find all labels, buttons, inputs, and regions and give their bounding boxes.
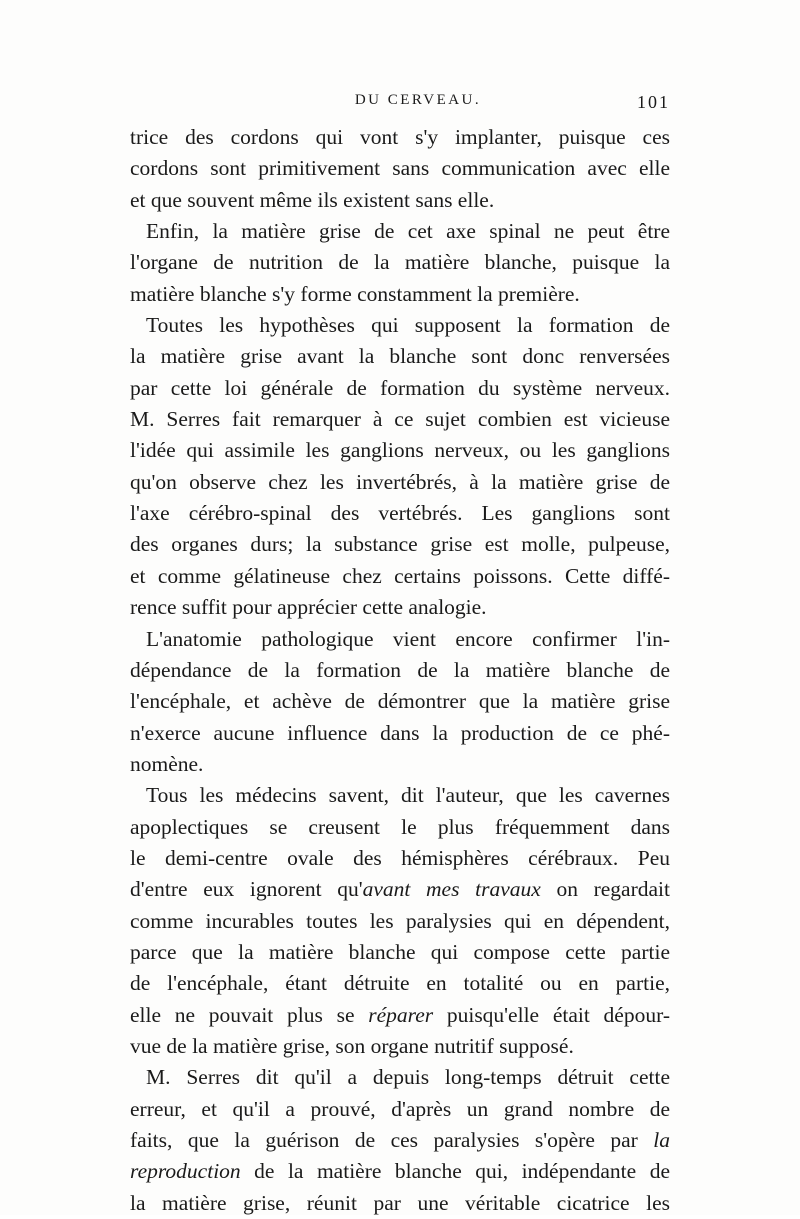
text-line: matière blanche s'y forme constamment la première. [130,281,580,306]
text-line: d'entre eux ignorent qu'avant mes travaux on regardait [130,877,670,902]
text-line: vue de la matière grise, son organe nutritif supposé. [130,1033,574,1058]
text-line: erreur, et qu'il a prouvé, d'après un grand nombre de [130,1096,670,1121]
text-line: qu'on observe chez les invertébrés, à la matière grise de [130,469,670,494]
text-line: elle ne pouvait plus se réparer puisqu'elle était dépour- [130,1002,670,1027]
text-line: et comme gélatineuse chez certains poissons. Cette diffé- [130,563,670,588]
text-line: Enfin, la matière grise de cet axe spinal ne peut être [146,219,670,244]
text-line: l'axe cérébro-spinal des vertébrés. Les ganglions sont [130,501,670,526]
text-line: et que souvent même ils existent sans elle. [130,187,495,212]
text-line: reproduction de la matière blanche qui, indépendante de [130,1159,670,1184]
text-line: cordons sont primitivement sans communication avec elle [130,156,670,181]
page-number: 101 [637,92,670,112]
text-line: M. Serres dit qu'il a depuis long-temps détruit cette [146,1065,670,1090]
text-line: de l'encéphale, étant détruite en totalité ou en partie, [130,971,670,996]
text-line: rence suffit pour apprécier cette analogie. [130,595,487,620]
text-line: le demi-centre ovale des hémisphères cérébraux. Peu [130,845,670,870]
text-line: la matière grise, réunit par une véritable cicatrice les [130,1190,670,1215]
text-line: n'exerce aucune influence dans la production de ce phé- [130,720,670,745]
text-line: la matière grise avant la blanche sont donc renversées [130,344,670,369]
text-line: l'encéphale, et achève de démontrer que la matière grise [130,689,670,714]
text-line: L'anatomie pathologique vient encore confirmer l'in- [146,626,670,651]
text-line: par cette loi générale de formation du système nerveux. [130,375,670,400]
text-line: dépendance de la formation de la matière blanche de [130,657,670,682]
body-text [130,122,670,1219]
text-line: M. Serres fait remarquer à ce sujet combien est vicieuse [130,407,670,432]
text-line: l'idée qui assimile les ganglions nerveux, ou les ganglions [130,438,670,463]
text-line: nomène. [130,751,204,776]
text-line: Toutes les hypothèses qui supposent la formation de [146,313,670,338]
text-line: trice des cordons qui vont s'y implanter, puisque ces [130,125,670,149]
text-line: l'organe de nutrition de la matière blanche, puisque la [130,250,670,275]
page-header [130,92,670,120]
text-line: Tous les médecins savent, dit l'auteur, que les cavernes [146,783,670,808]
text-line: parce que la matière blanche qui compose cette partie [130,939,670,964]
text-line: comme incurables toutes les paralysies qui en dépendent, [130,908,670,933]
text-line: des organes durs; la substance grise est molle, pulpeuse, [130,532,670,557]
running-head: DU CERVEAU. [354,92,482,108]
text-line: faits, que la guérison de ces paralysies s'opère par la [130,1128,670,1152]
text-line: apoplectiques se creusent le plus fréquemment dans [130,814,670,839]
